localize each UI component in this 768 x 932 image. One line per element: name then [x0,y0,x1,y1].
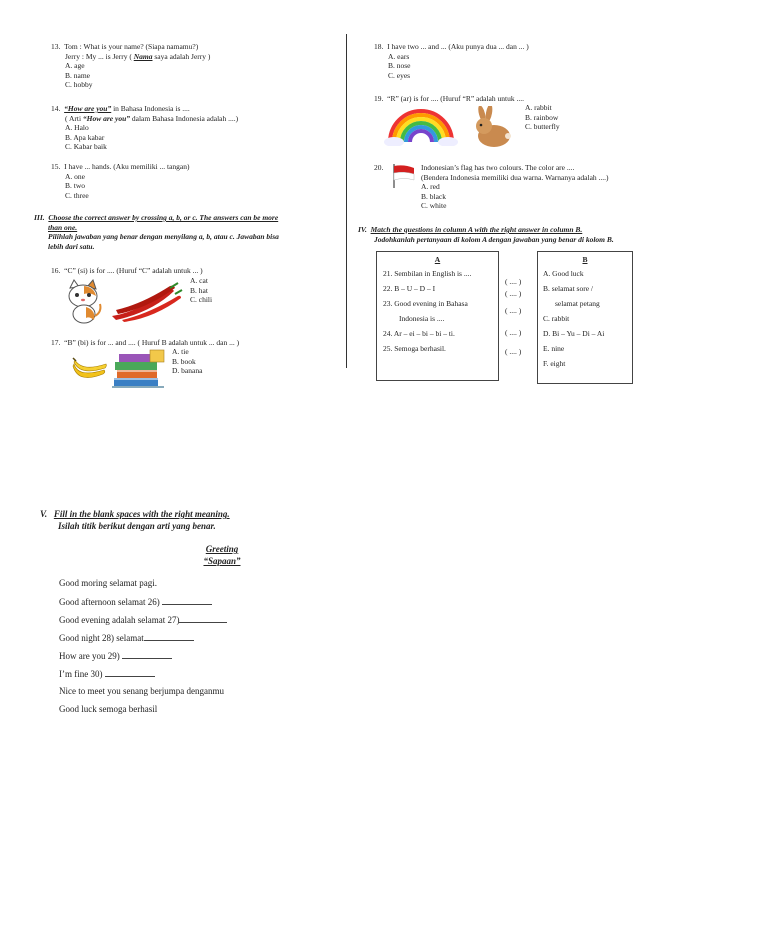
q16-option-a[interactable]: A. cat [190,276,208,285]
q13-stem: Tom : What is your name? (Siapa namamu?) [64,42,199,51]
banana-image [72,356,108,382]
q20-option-c[interactable]: C. white [421,201,447,211]
q19-option-a[interactable]: A. rabbit [525,103,552,112]
section-3-header: III. Choose the correct answer by crossing a, b, or c. The answers can be more than one. Pilihlah jawaban yang benar dengan menyilang a, b, atau c. Jawaban bisa lebih dari satu. [34,213,279,251]
question-16: 16. “C” (si) is for .... (Huruf “C” adalah untuk ... ) [51,266,203,275]
q16-option-c[interactable]: C. chili [190,295,213,305]
q18-option-c[interactable]: C. eyes [388,70,411,80]
q14-option-b[interactable]: B. Apa kabar [65,132,105,142]
section-5-header: V. Fill in the blank spaces with the right meaning. Isilah titik berikut dengan arti yang benar. [40,509,230,531]
q19-option-b[interactable]: B. rainbow [525,112,559,122]
q18-option-a[interactable]: A. ears [388,51,410,61]
column-divider [346,34,347,368]
q14-option-a[interactable]: A. Halo [65,123,89,133]
match-b-d: D. Bi – Yu – Di – Ai [543,328,605,338]
column-a-label: A [434,255,441,264]
q16-option-b[interactable]: B. hat [190,285,208,295]
column-a-box: A 21. Sembilan in English is .... 22. B – U – D – I 23. Good evening in Bahasa Indonesia is .... 24. Ar – ei – bi – bi – ti. 25. Semoga berhasil. [376,251,499,381]
q17-options [172,347,202,376]
match-a-21: 21. Sembilan in English is .... [383,268,472,278]
books-image [110,348,166,390]
greeting-line-2: Good afternoon selamat 26) [59,597,160,607]
question-20: 20. [374,163,384,172]
match-b-b: B. selamat sore / [543,283,593,293]
greeting-line-5: How are you 29) [59,651,120,661]
match-a-22: 22. B – U – D – I [383,283,436,293]
q17-option-a[interactable]: A. tie [172,347,189,356]
question-17: 17. “B” (bi) is for ... and .... ( Huruf B adalah untuk ... dan ... ) [51,338,240,347]
q13-option-a[interactable]: A. age [65,61,85,71]
greeting-list [59,579,227,723]
match-b-a: A. Good luck [543,268,584,278]
rabbit-image [468,106,512,148]
q18-option-b[interactable]: B. nose [388,61,411,71]
q15-option-a[interactable]: A. one [65,171,85,181]
column-b-box: B A. Good luck B. selamat sore / selamat petang C. rabbit D. Bi – Yu – Di – Ai E. nine F. eight [537,251,633,384]
question-19: 19. “R” (ar) is for .... (Huruf “R” adalah untuk .... [374,94,524,103]
match-answer-slots [505,278,521,356]
greeting-heading: Greeting “Sapaan” [203,544,241,566]
q15-option-c[interactable]: C. three [65,190,89,200]
q14-option-c[interactable]: C. Kabar baik [65,142,107,152]
indonesian-flag-image [392,163,416,189]
answer-slot-25[interactable]: ( .... ) [505,347,522,356]
match-b-c: C. rabbit [543,313,570,323]
question-13: 13. Tom : What is your name? (Siapa namamu?) Jerry : My ... is Jerry ( Nama saya adalah Jerry ) A. age B. name C. hobby [51,42,211,90]
section-4-header: IV. Match the questions in column A with the right answer in column B. Jodohkanlah pertanyaan di kolom A dengan jawaban yang benar di kolom B. [358,225,614,244]
cat-image [62,278,104,324]
question-15: 15. I have ... hands. (Aku memiliki ... tangan) A. one B. two C. three [51,162,190,200]
chili-image [108,282,184,322]
blank-28[interactable] [144,633,194,641]
q20-option-b[interactable]: B. black [421,191,446,201]
q17-option-d[interactable]: D. banana [172,366,203,376]
match-a-23: 23. Good evening in Bahasa [383,298,468,308]
q19-option-c[interactable]: C. butterfly [525,122,560,132]
column-b-label: B [582,255,588,264]
greeting-line-7: Nice to meet you senang berjumpa denganmu [59,686,224,696]
match-a-25: 25. Semoga berhasil. [383,343,446,353]
greeting-line-4: Good night 28) selamat [59,633,144,643]
answer-slot-21[interactable]: ( .... ) [505,277,522,286]
match-a-24: 24. Ar – ei – bi – bi – ti. [383,328,455,338]
q16-options [190,276,212,305]
blank-29[interactable] [122,651,172,659]
blank-27[interactable] [179,615,227,623]
greeting-line-1: Good moring selamat pagi. [59,578,157,588]
greeting-line-6: I’m fine 30) [59,669,103,679]
q20-body: Indonesian’s flag has two colours. The color are .... (Bendera Indonesia memiliki dua warna. Warnanya adalah ....) A. red B. black C. white [421,163,609,211]
blank-30[interactable] [105,669,155,677]
match-b-e: E. nine [543,343,565,353]
question-18: 18. I have two ... and ... (Aku punya dua ... dan ... ) A. ears B. nose C. eyes [374,42,529,80]
match-b-f: F. eight [543,358,566,368]
q13-option-c[interactable]: C. hobby [65,80,93,90]
q13-option-b[interactable]: B. name [65,70,90,80]
q19-options [525,103,560,132]
answer-slot-23[interactable]: ( .... ) [505,306,522,315]
rainbow-image [384,104,458,146]
greeting-line-8: Good luck semoga berhasil [59,704,158,714]
greeting-line-3: Good evening adalah selamat 27) [59,615,180,625]
blank-26[interactable] [162,597,212,605]
question-14: 14. “How are you” in Bahasa Indonesia is .... ( Arti “How are you” dalam Bahasa Indonesia adalah ....) A. Halo B. Apa kabar C. Kabar baik [51,104,239,152]
q20-option-a[interactable]: A. red [421,182,440,192]
answer-slot-22[interactable]: ( .... ) [505,289,522,298]
answer-slot-24[interactable]: ( .... ) [505,328,522,337]
q15-option-b[interactable]: B. two [65,181,86,191]
q17-option-b[interactable]: B. book [172,356,196,366]
